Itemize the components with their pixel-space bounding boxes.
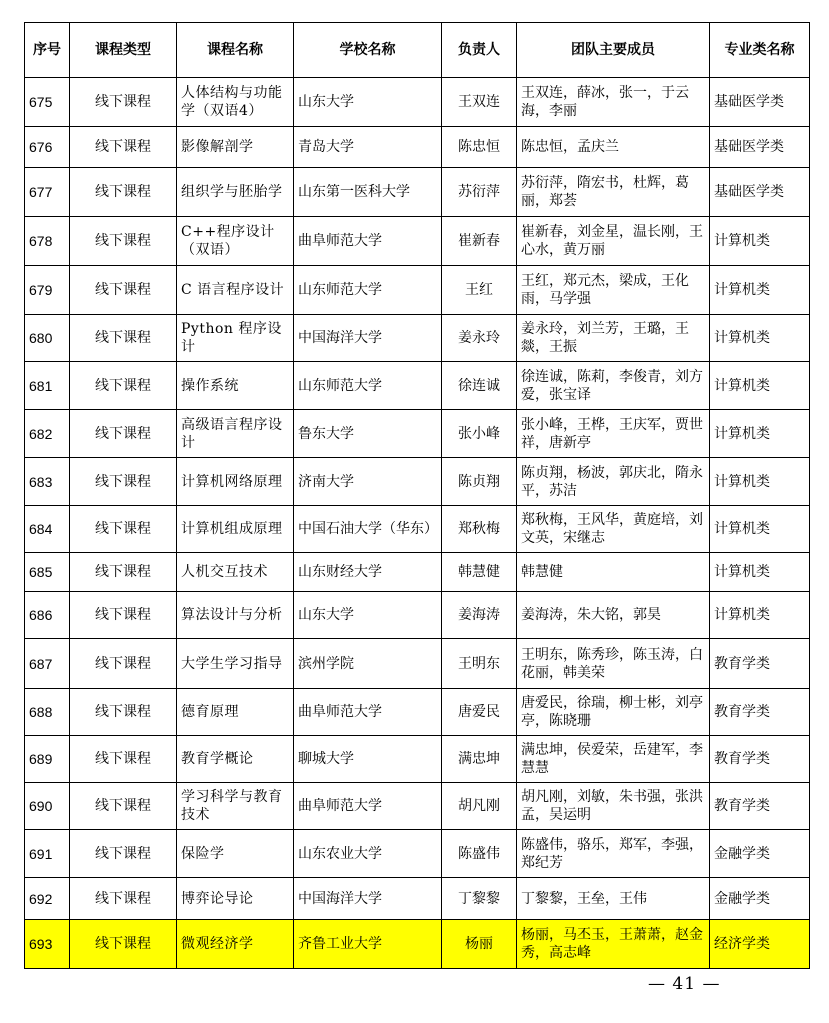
cell-no: 682	[25, 410, 70, 458]
cell-no: 685	[25, 553, 70, 592]
cell-lead: 陈忠恒	[442, 127, 517, 168]
cell-major-category: 金融学类	[710, 830, 810, 878]
cell-course-name: 大学生学习指导	[177, 639, 294, 689]
cell-course-name: Python 程序设计	[177, 315, 294, 362]
cell-no: 684	[25, 506, 70, 553]
cell-major-category: 基础医学类	[710, 78, 810, 127]
cell-no: 676	[25, 127, 70, 168]
cell-school-name: 齐鲁工业大学	[294, 920, 442, 969]
cell-school-name: 中国石油大学（华东）	[294, 506, 442, 553]
cell-school-name: 鲁东大学	[294, 410, 442, 458]
cell-major-category: 基础医学类	[710, 168, 810, 217]
cell-school-name: 济南大学	[294, 458, 442, 506]
cell-course-name: 人机交互技术	[177, 553, 294, 592]
cell-course-type: 线下课程	[70, 315, 177, 362]
cell-no: 693	[25, 920, 70, 969]
page-number: — 41 —	[648, 974, 721, 994]
cell-course-type: 线下课程	[70, 553, 177, 592]
cell-major-category: 基础医学类	[710, 127, 810, 168]
cell-school-name: 中国海洋大学	[294, 315, 442, 362]
cell-school-name: 曲阜师范大学	[294, 217, 442, 266]
cell-lead: 胡凡刚	[442, 783, 517, 830]
cell-course-type: 线下课程	[70, 217, 177, 266]
cell-team-members: 王红，郑元杰，梁成，王化雨，马学强	[517, 266, 710, 315]
table-row	[25, 217, 810, 266]
cell-major-category: 经济学类	[710, 920, 810, 969]
cell-lead: 杨丽	[442, 920, 517, 969]
table-row	[25, 78, 810, 127]
cell-school-name: 山东师范大学	[294, 362, 442, 410]
cell-school-name: 曲阜师范大学	[294, 783, 442, 830]
cell-team-members: 姜海涛，朱大铭，郭昊	[517, 592, 710, 639]
cell-lead: 陈盛伟	[442, 830, 517, 878]
cell-course-name: 组织学与胚胎学	[177, 168, 294, 217]
cell-major-category: 教育学类	[710, 783, 810, 830]
cell-team-members: 陈忠恒，孟庆兰	[517, 127, 710, 168]
cell-team-members: 丁黎黎，王垒，王伟	[517, 878, 710, 920]
cell-lead: 张小峰	[442, 410, 517, 458]
course-table	[24, 22, 810, 969]
cell-school-name: 山东大学	[294, 78, 442, 127]
cell-team-members: 陈贞翔，杨波，郭庆北，隋永平，苏洁	[517, 458, 710, 506]
cell-school-name: 滨州学院	[294, 639, 442, 689]
cell-lead: 苏衍萍	[442, 168, 517, 217]
cell-school-name: 山东农业大学	[294, 830, 442, 878]
table-row	[25, 878, 810, 920]
cell-lead: 满忠坤	[442, 736, 517, 783]
cell-major-category: 计算机类	[710, 506, 810, 553]
cell-school-name: 山东师范大学	[294, 266, 442, 315]
cell-no: 677	[25, 168, 70, 217]
table-row	[25, 736, 810, 783]
table-row	[25, 553, 810, 592]
cell-course-name: 影像解剖学	[177, 127, 294, 168]
cell-course-type: 线下课程	[70, 639, 177, 689]
cell-no: 687	[25, 639, 70, 689]
cell-course-type: 线下课程	[70, 266, 177, 315]
table-row	[25, 410, 810, 458]
cell-course-type: 线下课程	[70, 736, 177, 783]
table-row	[25, 458, 810, 506]
cell-course-name: 德育原理	[177, 689, 294, 736]
cell-course-type: 线下课程	[70, 168, 177, 217]
cell-major-category: 计算机类	[710, 266, 810, 315]
table-row	[25, 127, 810, 168]
cell-major-category: 教育学类	[710, 639, 810, 689]
cell-major-category: 计算机类	[710, 592, 810, 639]
cell-course-name: 算法设计与分析	[177, 592, 294, 639]
cell-lead: 郑秋梅	[442, 506, 517, 553]
cell-course-type: 线下课程	[70, 78, 177, 127]
table-row	[25, 168, 810, 217]
table-row	[25, 689, 810, 736]
header-course-name: 课程名称	[177, 23, 294, 78]
cell-no: 689	[25, 736, 70, 783]
cell-course-name: 操作系统	[177, 362, 294, 410]
cell-lead: 王双连	[442, 78, 517, 127]
table-row	[25, 639, 810, 689]
cell-no: 691	[25, 830, 70, 878]
cell-no: 681	[25, 362, 70, 410]
cell-course-type: 线下课程	[70, 689, 177, 736]
cell-course-name: 学习科学与教育技术	[177, 783, 294, 830]
cell-school-name: 聊城大学	[294, 736, 442, 783]
cell-course-name: 人体结构与功能学（双语4）	[177, 78, 294, 127]
cell-no: 675	[25, 78, 70, 127]
cell-team-members: 郑秋梅，王风华，黄庭培，刘文英，宋继志	[517, 506, 710, 553]
header-major-category: 专业类名称	[710, 23, 810, 78]
cell-no: 678	[25, 217, 70, 266]
cell-team-members: 王明东，陈秀珍，陈玉涛，白花丽，韩美荣	[517, 639, 710, 689]
cell-major-category: 计算机类	[710, 315, 810, 362]
cell-team-members: 陈盛伟，骆乐，郑军，李强，郑纪芳	[517, 830, 710, 878]
table-row	[25, 920, 810, 969]
cell-team-members: 徐连诚，陈莉，李俊青，刘方爱，张宝译	[517, 362, 710, 410]
cell-course-type: 线下课程	[70, 127, 177, 168]
table-row	[25, 315, 810, 362]
cell-team-members: 崔新春，刘金星，温长刚，王心水，黄万丽	[517, 217, 710, 266]
cell-lead: 韩慧健	[442, 553, 517, 592]
cell-lead: 王红	[442, 266, 517, 315]
cell-school-name: 曲阜师范大学	[294, 689, 442, 736]
cell-course-type: 线下课程	[70, 458, 177, 506]
cell-school-name: 山东大学	[294, 592, 442, 639]
cell-team-members: 满忠坤，侯爱荣，岳建军，李慧慧	[517, 736, 710, 783]
cell-major-category: 计算机类	[710, 410, 810, 458]
cell-team-members: 王双连，薛冰，张一，于云海，李丽	[517, 78, 710, 127]
cell-team-members: 姜永玲，刘兰芳，王璐，王燚，王振	[517, 315, 710, 362]
cell-major-category: 教育学类	[710, 736, 810, 783]
cell-major-category: 计算机类	[710, 217, 810, 266]
cell-course-type: 线下课程	[70, 830, 177, 878]
course-table-container	[24, 22, 809, 969]
cell-course-type: 线下课程	[70, 410, 177, 458]
table-header-row	[25, 23, 810, 78]
cell-team-members: 张小峰，王桦，王庆军，贾世祥，唐新亭	[517, 410, 710, 458]
table-row	[25, 506, 810, 553]
table-row	[25, 362, 810, 410]
cell-course-type: 线下课程	[70, 878, 177, 920]
cell-course-name: C++程序设计（双语）	[177, 217, 294, 266]
cell-lead: 崔新春	[442, 217, 517, 266]
cell-course-type: 线下课程	[70, 592, 177, 639]
cell-course-name: 计算机网络原理	[177, 458, 294, 506]
cell-course-type: 线下课程	[70, 783, 177, 830]
cell-course-name: 高级语言程序设计	[177, 410, 294, 458]
cell-course-name: C 语言程序设计	[177, 266, 294, 315]
cell-school-name: 山东财经大学	[294, 553, 442, 592]
cell-no: 692	[25, 878, 70, 920]
cell-lead: 唐爱民	[442, 689, 517, 736]
cell-course-type: 线下课程	[70, 920, 177, 969]
cell-team-members: 苏衍萍，隋宏书，杜辉，葛丽，郑荟	[517, 168, 710, 217]
table-row	[25, 783, 810, 830]
cell-lead: 徐连诚	[442, 362, 517, 410]
cell-course-name: 计算机组成原理	[177, 506, 294, 553]
cell-school-name: 山东第一医科大学	[294, 168, 442, 217]
cell-team-members: 韩慧健	[517, 553, 710, 592]
table-row	[25, 266, 810, 315]
cell-course-type: 线下课程	[70, 362, 177, 410]
cell-school-name: 中国海洋大学	[294, 878, 442, 920]
cell-team-members: 杨丽，马丕玉，王萧萧，赵金秀，高志峰	[517, 920, 710, 969]
cell-course-type: 线下课程	[70, 506, 177, 553]
cell-major-category: 计算机类	[710, 553, 810, 592]
cell-no: 690	[25, 783, 70, 830]
cell-no: 683	[25, 458, 70, 506]
cell-course-name: 教育学概论	[177, 736, 294, 783]
cell-course-name: 博弈论导论	[177, 878, 294, 920]
cell-lead: 姜海涛	[442, 592, 517, 639]
cell-lead: 姜永玲	[442, 315, 517, 362]
cell-major-category: 金融学类	[710, 878, 810, 920]
cell-team-members: 唐爱民，徐瑞，柳士彬，刘亭亭，陈晓珊	[517, 689, 710, 736]
cell-team-members: 胡凡刚，刘敏，朱书强，张洪孟，吴运明	[517, 783, 710, 830]
cell-course-name: 微观经济学	[177, 920, 294, 969]
cell-course-name: 保险学	[177, 830, 294, 878]
cell-lead: 王明东	[442, 639, 517, 689]
header-course-type: 课程类型	[70, 23, 177, 78]
header-lead: 负责人	[442, 23, 517, 78]
cell-major-category: 计算机类	[710, 362, 810, 410]
header-team-members: 团队主要成员	[517, 23, 710, 78]
cell-major-category: 教育学类	[710, 689, 810, 736]
cell-lead: 陈贞翔	[442, 458, 517, 506]
table-row	[25, 592, 810, 639]
cell-major-category: 计算机类	[710, 458, 810, 506]
cell-no: 688	[25, 689, 70, 736]
table-row	[25, 830, 810, 878]
cell-no: 679	[25, 266, 70, 315]
header-no: 序号	[25, 23, 70, 78]
cell-no: 680	[25, 315, 70, 362]
cell-school-name: 青岛大学	[294, 127, 442, 168]
cell-lead: 丁黎黎	[442, 878, 517, 920]
cell-no: 686	[25, 592, 70, 639]
header-school-name: 学校名称	[294, 23, 442, 78]
